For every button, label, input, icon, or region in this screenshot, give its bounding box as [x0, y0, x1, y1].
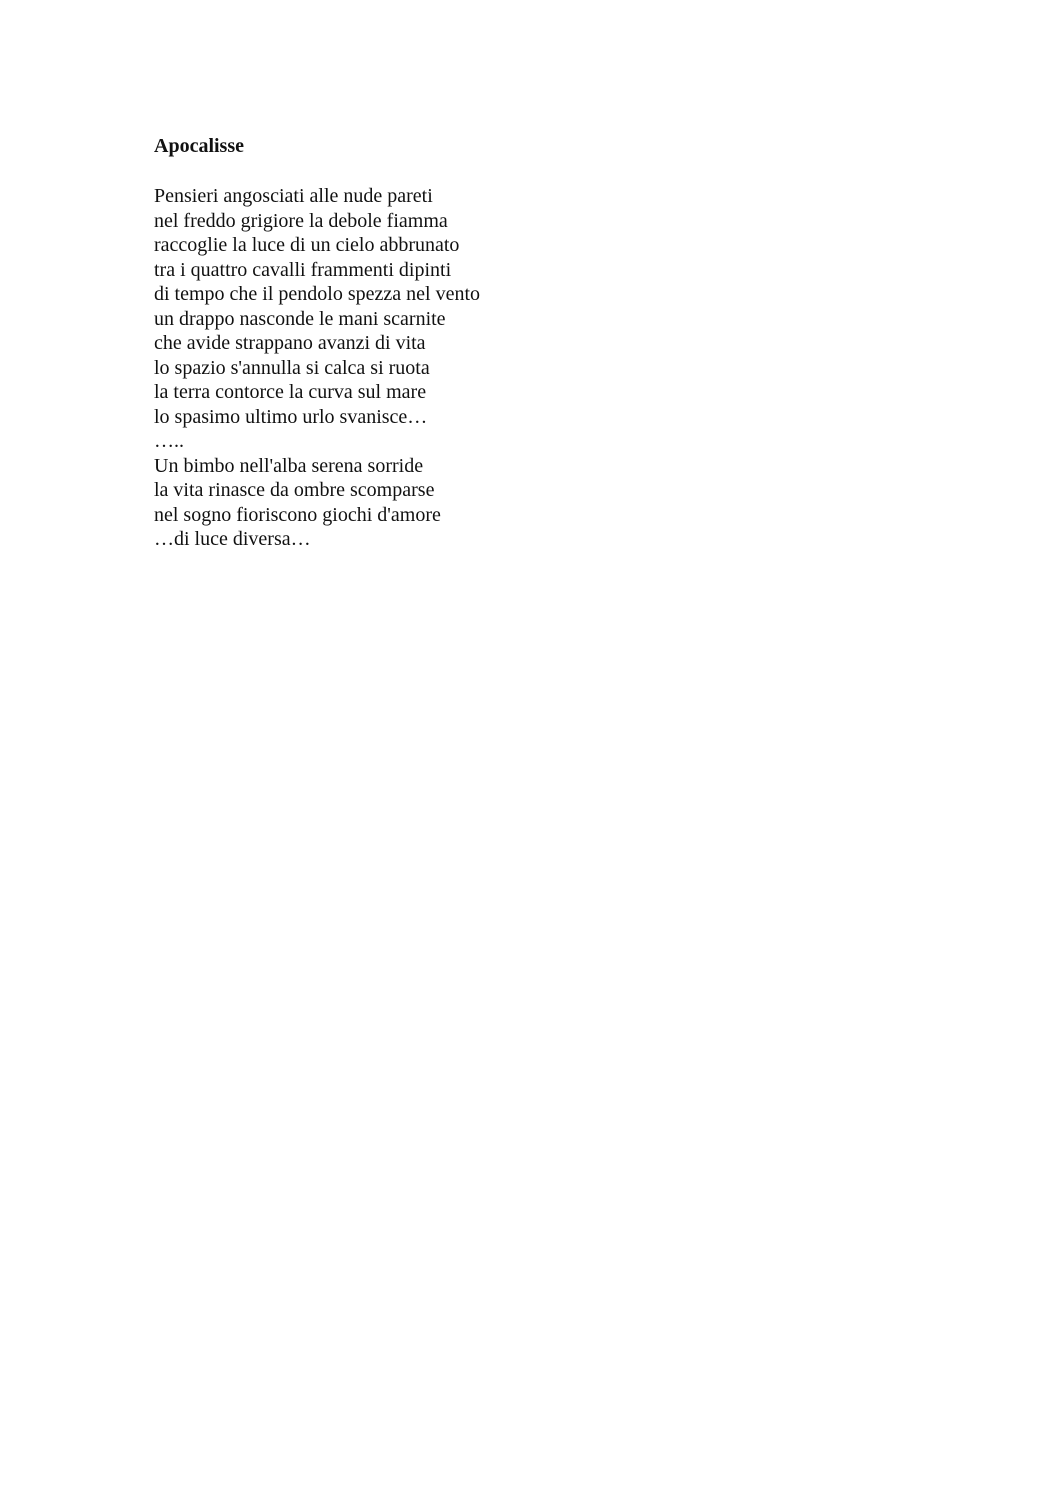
poem-line: la terra contorce la curva sul mare [154, 381, 427, 403]
poem-line: lo spazio s'annulla si calca si ruota [154, 356, 430, 379]
poem-line: Un bimbo nell'alba serena sorride [154, 454, 424, 477]
poem-line: la vita rinasce da ombre scomparse [154, 479, 435, 501]
poem-line: tra i quattro cavalli frammenti dipinti [154, 258, 452, 281]
poem-line: raccoglie la luce di un cielo abbrunato [154, 234, 460, 256]
poem-line: nel sogno fioriscono giochi d'amore [154, 503, 441, 526]
poem-line: ….. [154, 430, 184, 452]
poem-line: nel freddo grigiore la debole fiamma [154, 209, 448, 232]
poem-line: lo spasimo ultimo urlo svanisce… [154, 405, 428, 428]
poem-line: Pensieri angosciati alle nude pareti [154, 185, 433, 207]
poem-title: Apocalisse [154, 135, 244, 157]
poem [154, 133, 754, 552]
poem-line: di tempo che il pendolo spezza nel vento [154, 283, 481, 305]
poem-body [154, 184, 754, 552]
poem-line: che avide strappano avanzi di vita [154, 332, 426, 354]
poem-line: un drappo nasconde le mani scarnite [154, 307, 446, 330]
poem-line: …di luce diversa… [154, 528, 311, 550]
